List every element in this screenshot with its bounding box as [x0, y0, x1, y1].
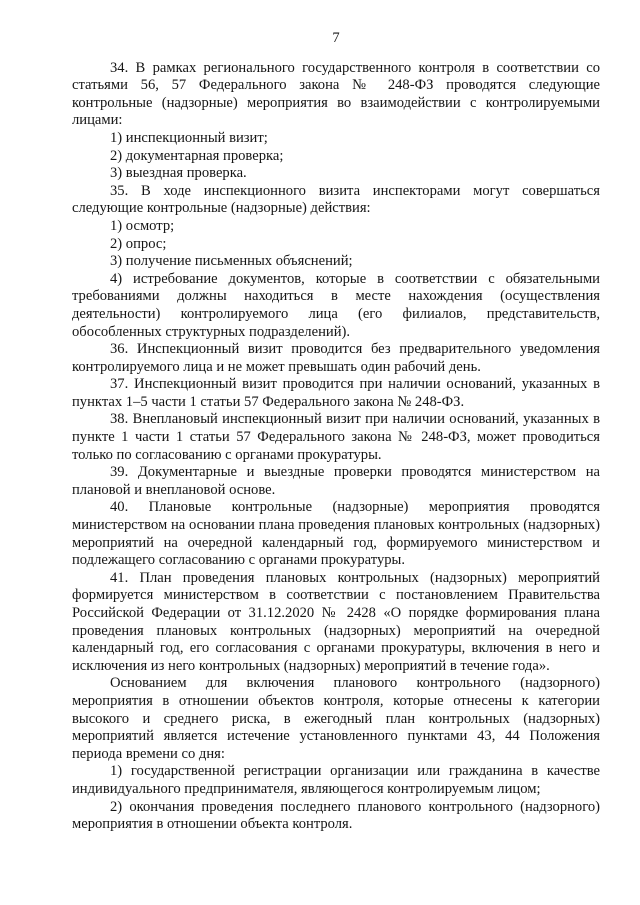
list-item: 4) истребование документов, которые в соответствии с обязательными требованиями должны находиться в месте нахождения (осуществления деятельности) контролируемого лица (его филиалов, представительств, обособленных структурных подразделений).: [72, 270, 600, 340]
list-item: 1) осмотр;: [110, 217, 175, 234]
paragraph-36: 36. Инспекционный визит проводится без предварительного уведомления контролируемого лица и не может превышать один рабочий день.: [72, 341, 600, 375]
list-item: 2) окончания проведения последнего планового контрольного (надзорного) мероприятия в отношении объекта контроля.: [72, 798, 600, 833]
paragraph-37: 37. Инспекционный визит проводится при наличии оснований, указанных в пунктах 1–5 части 1 статьи 57 Федерального закона № 248-ФЗ.: [72, 376, 600, 410]
paragraph-41: 41. План проведения плановых контрольных (надзорных) мероприятий формируется министерством в соответствии с постановлением Правительства Российской Федерации от 31.12.2020 № 2428 «О порядке формирования плана проведения плановых контрольных (надзорных) мероприятий на очередной календарный год, его согласования с органами прокуратуры, включения в него и исключения из него контрольных (надзорных) мероприятий в течение года».: [72, 569, 600, 674]
paragraph-34: 34. В рамках регионального государственного контроля в соответствии со статьями 56, 57 Федерального закона № 248-ФЗ проводятся следующие контрольные (надзорные) мероприятия во взаимодействии с контролируемыми лицами:: [72, 59, 600, 129]
list-item: 1) государственной регистрации организации или гражданина в качестве индивидуального предпринимателя, являющегося контролируемым лицом;: [72, 763, 600, 797]
paragraph-38: 38. Внеплановый инспекционный визит при наличии оснований, указанных в пункте 1 части 1 статьи 57 Федерального закона № 248-ФЗ, может проводиться только по согласованию с органами прокуратуры.: [72, 411, 600, 463]
page-number: 7: [332, 30, 340, 46]
list-item: 1) инспекционный визит;: [110, 129, 268, 146]
paragraph-39: 39. Документарные и выездные проверки проводятся министерством на плановой и внеплановой основе.: [72, 464, 600, 498]
paragraph-basis: Основанием для включения планового контрольного (надзорного) мероприятия в отношении объектов контроля, которые отнесены к категории высокого и среднего риска, в ежегодный план контрольных (надзорных) мероприятий является истечение установленного пунктами 43, 44 Положения периода времени со дня:: [72, 675, 600, 762]
list-item: 3) выездная проверка.: [110, 165, 247, 182]
list-item: 2) документарная проверка;: [110, 147, 284, 164]
paragraph-40: 40. Плановые контрольные (надзорные) мероприятия проводятся министерством на основании плана проведения плановых контрольных (надзорных) мероприятий на очередной календарный год, формируемого министерством и подлежащего согласованию с органами прокуратуры.: [72, 499, 600, 569]
list-item: 2) опрос;: [110, 235, 167, 252]
paragraph-35: 35. В ходе инспекционного визита инспекторами могут совершаться следующие контрольные (надзорные) действия:: [72, 182, 600, 217]
list-item: 3) получение письменных объяснений;: [110, 253, 353, 270]
